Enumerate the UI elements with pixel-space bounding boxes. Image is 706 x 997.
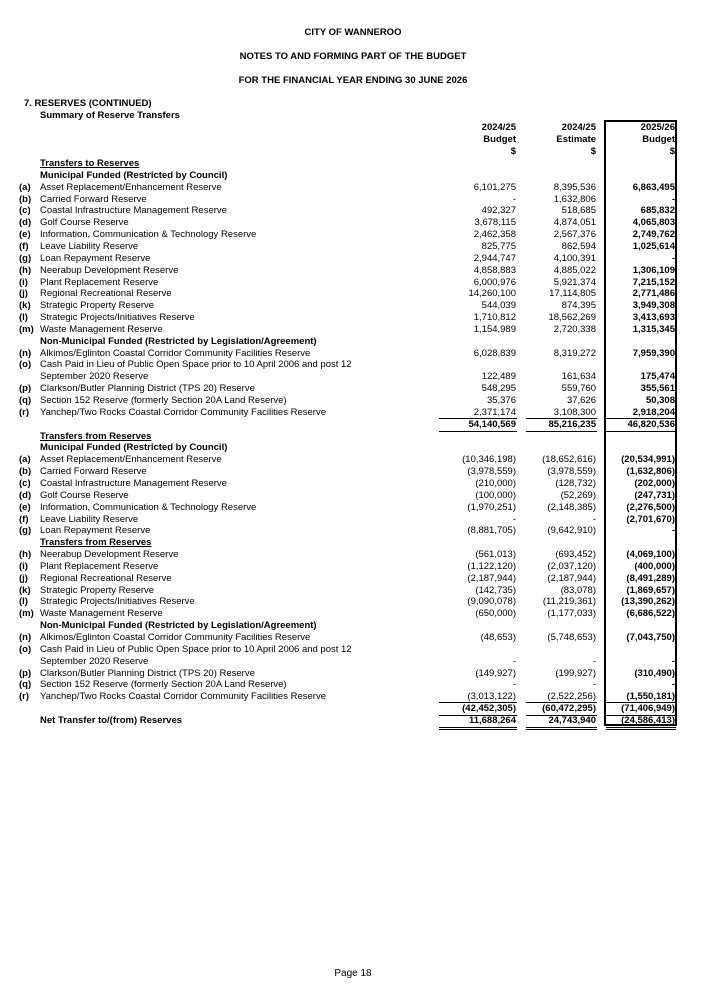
row-label: Transfers to Reserves	[40, 158, 140, 169]
row-letter: (q)	[19, 395, 32, 406]
budget-2025-cell: (2,276,500)	[626, 501, 675, 513]
table-row	[0, 348, 706, 360]
estimate-2024-cell: 862,594	[561, 240, 596, 252]
rule-line	[526, 729, 597, 730]
budget-2024-cell: 3,678,115	[474, 217, 516, 229]
row-letter: (f)	[19, 513, 29, 525]
row-label: Loan Repayment Reserve	[40, 252, 151, 264]
estimate-2024-cell: 18,562,269	[548, 312, 596, 324]
budget-2025-cell: 685,832	[640, 205, 675, 217]
estimate-2024-cell: (2,148,385)	[547, 501, 596, 513]
row-letter: (f)	[19, 240, 29, 252]
budget-2024-cell: (3,978,559)	[467, 466, 516, 478]
row-letter: (m)	[19, 323, 34, 335]
row-letter: (b)	[19, 466, 32, 478]
row-label: Clarkson/Butler Planning District (TPS 20) Reserve	[40, 383, 255, 395]
row-letter: (l)	[19, 312, 28, 324]
row-label: Regional Recreational Reserve	[40, 572, 172, 584]
table-row	[0, 182, 706, 194]
budget-2025-cell: 2,771,486	[632, 288, 675, 300]
notes-title: NOTES TO AND FORMING PART OF THE BUDGET	[239, 51, 467, 62]
budget-2025-cell: 1,025,614	[632, 240, 675, 252]
budget-2024-cell: (48,653)	[480, 632, 516, 643]
budget-2025-cell: -	[671, 679, 675, 691]
budget-2025-cell: 2,749,762	[632, 229, 675, 241]
estimate-2024-cell: 8,395,536	[553, 181, 596, 193]
col-header-type: Budget	[483, 134, 516, 145]
estimate-2024-cell: (1,177,033)	[547, 608, 596, 620]
estimate-2024-cell: 518,685	[561, 205, 596, 217]
row-label: Yanchep/Two Rocks Coastal Corridor Community Facilities Reserve	[40, 406, 326, 418]
estimate-2024-cell: 8,319,272	[553, 347, 596, 359]
estimate-2024-cell: 85,216,235	[548, 418, 596, 430]
rule-line	[439, 729, 517, 730]
estimate-2024-cell: 24,743,940	[548, 714, 596, 726]
row-label: Strategic Projects/Initiatives Reserve	[40, 312, 195, 324]
row-letter: (c)	[19, 205, 31, 217]
estimate-2024-cell: (199,927)	[555, 667, 596, 679]
estimate-2024-cell: 2,567,376	[553, 229, 596, 241]
estimate-2024-cell: 161,634	[561, 371, 596, 383]
estimate-2024-cell: 874,395	[561, 300, 596, 312]
col-header-type: Estimate	[556, 134, 596, 145]
row-letter: (n)	[19, 347, 32, 359]
row-letter: (e)	[19, 501, 31, 513]
budget-2025-cell: (13,390,262)	[621, 596, 675, 608]
row-label: Transfers from Reserves	[40, 430, 152, 442]
row-letter: (k)	[19, 584, 31, 596]
row-letter: (o)	[19, 359, 32, 371]
row-label: Neerabup Development Reserve	[40, 549, 179, 561]
row-label: Alkimos/Eglinton Coastal Corridor Community Facilities Reserve	[40, 632, 311, 643]
row-letter: (q)	[19, 679, 32, 691]
budget-2024-cell: (149,927)	[475, 667, 516, 679]
col-header-year: 2024/25	[561, 122, 596, 133]
row-label: Section 152 Reserve (formerly Section 20A Land Reserve)	[40, 679, 287, 691]
row-letter: (p)	[19, 667, 32, 679]
budget-2025-cell: 355,561	[640, 383, 675, 395]
rule-line	[606, 727, 676, 728]
row-letter: (h)	[19, 549, 32, 561]
row-letter: (i)	[19, 560, 28, 572]
col-header-year: 2024/25	[481, 122, 516, 133]
row-label: Waste Management Reserve	[40, 608, 163, 620]
period-title: FOR THE FINANCIAL YEAR ENDING 30 JUNE 2026	[238, 75, 468, 86]
section-heading-row	[0, 537, 706, 549]
budget-2024-cell: (42,452,305)	[462, 703, 516, 715]
budget-2025-cell: 7,959,390	[632, 347, 675, 359]
table-row	[0, 668, 706, 680]
estimate-2024-cell: (11,219,361)	[542, 596, 596, 608]
budget-2025-cell: (1,869,657)	[626, 584, 675, 596]
table-row	[0, 573, 706, 585]
row-label: Information, Communication & Technology Reserve	[40, 229, 257, 241]
budget-2025-cell: 50,308	[645, 395, 675, 406]
table-row	[0, 502, 706, 514]
rule-line	[606, 418, 676, 419]
col-header-budget-2025	[641, 122, 675, 158]
estimate-2024-cell: 1,632,806	[553, 193, 596, 205]
budget-2024-cell: -	[512, 655, 516, 667]
col-header-budget-2024	[482, 122, 516, 158]
row-letter: (g)	[19, 252, 32, 264]
budget-2025-cell: (310,490)	[634, 667, 675, 679]
row-letter: (p)	[19, 383, 32, 395]
budget-2025-cell: (1,632,806)	[626, 466, 675, 478]
budget-2025-cell: (4,069,100)	[626, 549, 675, 561]
row-label: Regional Recreational Reserve	[40, 288, 172, 300]
budget-2025-cell: -	[671, 655, 675, 667]
budget-2024-cell: 2,944,747	[473, 252, 516, 264]
table-row	[0, 312, 706, 324]
budget-2025-cell: (247,731)	[634, 489, 675, 501]
row-letter: (j)	[19, 288, 28, 300]
estimate-2024-cell: -	[592, 513, 596, 525]
row-label: Strategic Property Reserve	[40, 300, 155, 312]
total-row	[0, 715, 706, 727]
estimate-2024-cell: (18,652,616)	[542, 454, 596, 466]
budget-2025-cell: 46,820,536	[627, 418, 675, 430]
table-row	[0, 265, 706, 277]
budget-2025-cell: (24,586,413)	[621, 714, 675, 726]
row-label: Strategic Property Reserve	[40, 584, 155, 596]
estimate-2024-cell: 4,100,391	[553, 252, 596, 264]
row-letter: (g)	[19, 525, 32, 537]
estimate-2024-cell: (5,748,653)	[547, 632, 596, 643]
budget-2025-cell: (20,534,991)	[621, 454, 675, 466]
row-letter: (m)	[19, 608, 34, 620]
budget-2025-cell: 3,949,308	[632, 300, 675, 312]
row-label: Plant Replacement Reserve	[40, 276, 159, 288]
table-row	[0, 383, 706, 395]
table-row	[0, 525, 706, 537]
budget-2025-cell: (8,491,289)	[626, 572, 675, 584]
page-number: Page 18	[334, 968, 372, 979]
rule-line	[439, 727, 517, 728]
org-title: CITY OF WANNEROO	[304, 27, 402, 38]
budget-2025-cell: -	[671, 525, 675, 537]
row-letter: (o)	[19, 643, 32, 655]
row-label: Net Transfer to/(from) Reserves	[40, 714, 183, 726]
table-row	[0, 561, 706, 573]
row-label: Alkimos/Eglinton Coastal Corridor Community Facilities Reserve	[40, 347, 311, 359]
col-header-unit: $	[510, 146, 516, 157]
row-label: Carried Forward Reserve	[40, 466, 147, 478]
estimate-2024-cell: (2,187,944)	[547, 572, 596, 584]
estimate-2024-cell: 17,114,805	[549, 288, 596, 300]
row-label: Information, Communication & Technology Reserve	[40, 501, 257, 513]
budget-2024-cell: 122,489	[481, 371, 516, 383]
estimate-2024-cell: (52,269)	[560, 489, 596, 501]
budget-2024-cell: 825,775	[481, 240, 516, 252]
row-label: Asset Replacement/Enhancement Reserve	[40, 454, 222, 466]
budget-2024-cell: 544,039	[481, 300, 516, 312]
col-header-type: Budget	[642, 134, 675, 145]
table-row	[0, 194, 706, 206]
table-row	[0, 454, 706, 466]
rule-line	[439, 702, 517, 703]
budget-2024-cell: 4,858,883	[473, 264, 516, 276]
estimate-2024-cell: -	[592, 679, 596, 691]
table-row	[0, 490, 706, 502]
rule-line	[526, 702, 597, 703]
row-letter: (d)	[19, 217, 32, 229]
budget-2024-cell: (1,970,251)	[467, 501, 516, 513]
row-label: Cash Paid in Lieu of Public Open Space prior to 10 April 2006 and post 12	[40, 643, 352, 655]
estimate-2024-cell: (9,642,910)	[547, 525, 596, 537]
budget-2024-cell: (3,013,122)	[467, 691, 516, 703]
row-letter: (r)	[19, 406, 30, 418]
estimate-2024-cell: (2,037,120)	[547, 560, 596, 572]
table-row	[0, 359, 706, 371]
row-label: Plant Replacement Reserve	[40, 560, 159, 572]
budget-2025-cell: (71,406,949)	[621, 703, 675, 715]
estimate-2024-cell: 2,720,338	[553, 323, 596, 335]
budget-2025-cell: 1,306,109	[632, 264, 675, 276]
row-letter: (j)	[19, 572, 28, 584]
budget-2024-cell: (10,346,198)	[462, 454, 516, 466]
estimate-2024-cell: (3,978,559)	[547, 466, 596, 478]
estimate-2024-cell: (693,452)	[555, 549, 596, 561]
row-label: Golf Course Reserve	[40, 217, 129, 229]
budget-2024-cell: 1,710,812	[473, 312, 516, 324]
table-row	[0, 478, 706, 490]
budget-2024-cell: 54,140,569	[468, 418, 516, 430]
budget-2025-cell: 175,474	[640, 371, 675, 383]
section-title: 7. RESERVES (CONTINUED)	[24, 98, 152, 109]
row-letter: (d)	[19, 489, 32, 501]
estimate-2024-cell: 5,921,374	[553, 276, 596, 288]
section-heading-row	[0, 336, 706, 348]
budget-2024-cell: 14,260,100	[468, 288, 516, 300]
estimate-2024-cell: (60,472,295)	[542, 703, 596, 715]
section-heading-row	[0, 442, 706, 454]
budget-2025-cell: (400,000)	[634, 560, 675, 572]
estimate-2024-cell: 37,626	[566, 395, 596, 406]
table-row	[0, 691, 706, 703]
budget-2024-cell: 6,101,275	[473, 181, 516, 193]
budget-2024-cell: (210,000)	[475, 477, 516, 489]
budget-2024-cell: (8,881,705)	[467, 525, 516, 537]
table-row	[0, 632, 706, 644]
total-row	[0, 703, 706, 715]
table-row	[0, 407, 706, 419]
budget-2024-cell: (142,735)	[475, 584, 516, 596]
row-label: Strategic Projects/Initiatives Reserve	[40, 596, 195, 608]
row-label: September 2020 Reserve	[40, 655, 149, 667]
row-letter: (h)	[19, 264, 32, 276]
table-row	[0, 229, 706, 241]
budget-2025-cell: 3,413,693	[632, 312, 675, 324]
col-header-unit: $	[590, 146, 596, 157]
row-label: Leave Liability Reserve	[40, 240, 139, 252]
budget-2024-cell: (1,122,120)	[467, 560, 516, 572]
table-row	[0, 549, 706, 561]
row-label: Neerabup Development Reserve	[40, 264, 179, 276]
estimate-2024-cell: 559,760	[561, 383, 596, 395]
budget-2024-cell: (650,000)	[475, 608, 516, 620]
budget-2025-cell: (2,701,670)	[626, 513, 675, 525]
budget-2025-cell: (1,550,181)	[626, 691, 675, 703]
row-letter: (n)	[19, 632, 32, 643]
budget-2024-cell: 1,154,989	[473, 323, 516, 335]
row-label: Transfers from Reserves	[40, 537, 152, 549]
row-label: Non-Municipal Funded (Restricted by Legislation/Agreement)	[40, 335, 317, 347]
rule-line	[606, 702, 676, 703]
estimate-2024-cell: -	[592, 655, 596, 667]
row-letter: (a)	[19, 454, 31, 466]
row-label: Non-Municipal Funded (Restricted by Legislation/Agreement)	[40, 620, 317, 632]
row-letter: (b)	[19, 193, 32, 205]
row-label: Waste Management Reserve	[40, 323, 163, 335]
budget-2024-cell: 6,028,839	[473, 347, 516, 359]
rule-line	[439, 418, 517, 419]
rule-line	[606, 729, 676, 730]
row-label: Municipal Funded (Restricted by Council)	[40, 442, 228, 454]
table-row	[0, 205, 706, 217]
budget-2024-cell: -	[512, 679, 516, 691]
budget-2024-cell: 548,295	[481, 383, 516, 395]
row-letter: (r)	[19, 691, 30, 703]
table-row	[0, 217, 706, 229]
row-label: Coastal Infrastructure Management Reserve	[40, 477, 227, 489]
row-label: Asset Replacement/Enhancement Reserve	[40, 181, 222, 193]
estimate-2024-cell: (128,732)	[555, 477, 596, 489]
row-letter: (i)	[19, 276, 28, 288]
row-letter: (k)	[19, 300, 31, 312]
section-heading-row	[0, 431, 706, 443]
table-row	[0, 656, 706, 668]
estimate-2024-cell: 4,885,022	[553, 264, 596, 276]
row-letter: (a)	[19, 181, 31, 193]
row-label: Leave Liability Reserve	[40, 513, 139, 525]
budget-2025-cell: -	[671, 252, 675, 264]
estimate-2024-cell: 3,108,300	[553, 406, 596, 418]
budget-2025-cell: 6,863,495	[632, 181, 675, 193]
section-heading-row	[0, 158, 706, 170]
table-row	[0, 371, 706, 383]
table-row	[0, 608, 706, 620]
total-row	[0, 419, 706, 431]
budget-2024-cell: 492,327	[481, 205, 516, 217]
table-row	[0, 596, 706, 608]
budget-2024-cell: 6,000,976	[473, 276, 516, 288]
budget-2024-cell: (2,187,944)	[467, 572, 516, 584]
table-row	[0, 644, 706, 656]
budget-2025-cell: (7,043,750)	[626, 632, 675, 643]
table-row	[0, 585, 706, 597]
row-letter: (l)	[19, 596, 28, 608]
section-heading-row	[0, 620, 706, 632]
budget-2024-cell: 2,462,358	[473, 229, 516, 241]
row-label: Section 152 Reserve (formerly Section 20A Land Reserve)	[40, 395, 287, 406]
row-label: September 2020 Reserve	[40, 371, 149, 383]
budget-2024-cell: 11,688,264	[468, 714, 516, 726]
table-row	[0, 679, 706, 691]
budget-2024-cell: 2,371,174	[473, 406, 516, 418]
estimate-2024-cell: (83,078)	[560, 584, 596, 596]
budget-2024-cell: -	[512, 513, 516, 525]
row-label: Clarkson/Butler Planning District (TPS 20) Reserve	[40, 667, 255, 679]
budget-2024-cell: 35,376	[486, 395, 516, 406]
table-row	[0, 395, 706, 407]
budget-2024-cell: (9,090,078)	[467, 596, 516, 608]
estimate-2024-cell: (2,522,256)	[547, 691, 596, 703]
budget-2025-cell: (6,686,522)	[626, 608, 675, 620]
budget-2025-cell: 4,065,803	[632, 217, 675, 229]
table-row	[0, 514, 706, 526]
budget-2025-cell: 7,215,152	[632, 276, 675, 288]
row-label: Municipal Funded (Restricted by Council)	[40, 169, 228, 181]
table-row	[0, 300, 706, 312]
table-row	[0, 466, 706, 478]
row-label: Carried Forward Reserve	[40, 193, 147, 205]
estimate-2024-cell: 4,874,051	[553, 217, 596, 229]
section-heading-row	[0, 170, 706, 182]
section-subtitle: Summary of Reserve Transfers	[40, 110, 180, 121]
table-row	[0, 324, 706, 336]
col-header-year: 2025/26	[640, 122, 675, 133]
col-header-unit: $	[669, 146, 675, 157]
budget-2024-cell: -	[512, 193, 516, 205]
budget-2025-cell: (202,000)	[634, 477, 675, 489]
budget-2025-cell: -	[671, 193, 675, 205]
rule-line	[526, 418, 597, 419]
row-label: Golf Course Reserve	[40, 489, 129, 501]
budget-2024-cell: (100,000)	[475, 489, 516, 501]
table-row	[0, 277, 706, 289]
row-label: Cash Paid in Lieu of Public Open Space prior to 10 April 2006 and post 12	[40, 359, 352, 371]
budget-2025-cell: 2,918,204	[632, 406, 675, 418]
table-row	[0, 288, 706, 300]
budget-2025-cell: 1,315,345	[632, 323, 675, 335]
row-label: Loan Repayment Reserve	[40, 525, 151, 537]
row-label: Yanchep/Two Rocks Coastal Corridor Community Facilities Reserve	[40, 691, 326, 703]
table-row	[0, 253, 706, 265]
row-letter: (e)	[19, 229, 31, 241]
budget-2024-cell: (561,013)	[475, 549, 516, 561]
col-header-estimate-2024	[556, 122, 596, 158]
rule-line	[526, 727, 597, 728]
row-label: Coastal Infrastructure Management Reserve	[40, 205, 227, 217]
table-row	[0, 241, 706, 253]
row-letter: (c)	[19, 477, 31, 489]
